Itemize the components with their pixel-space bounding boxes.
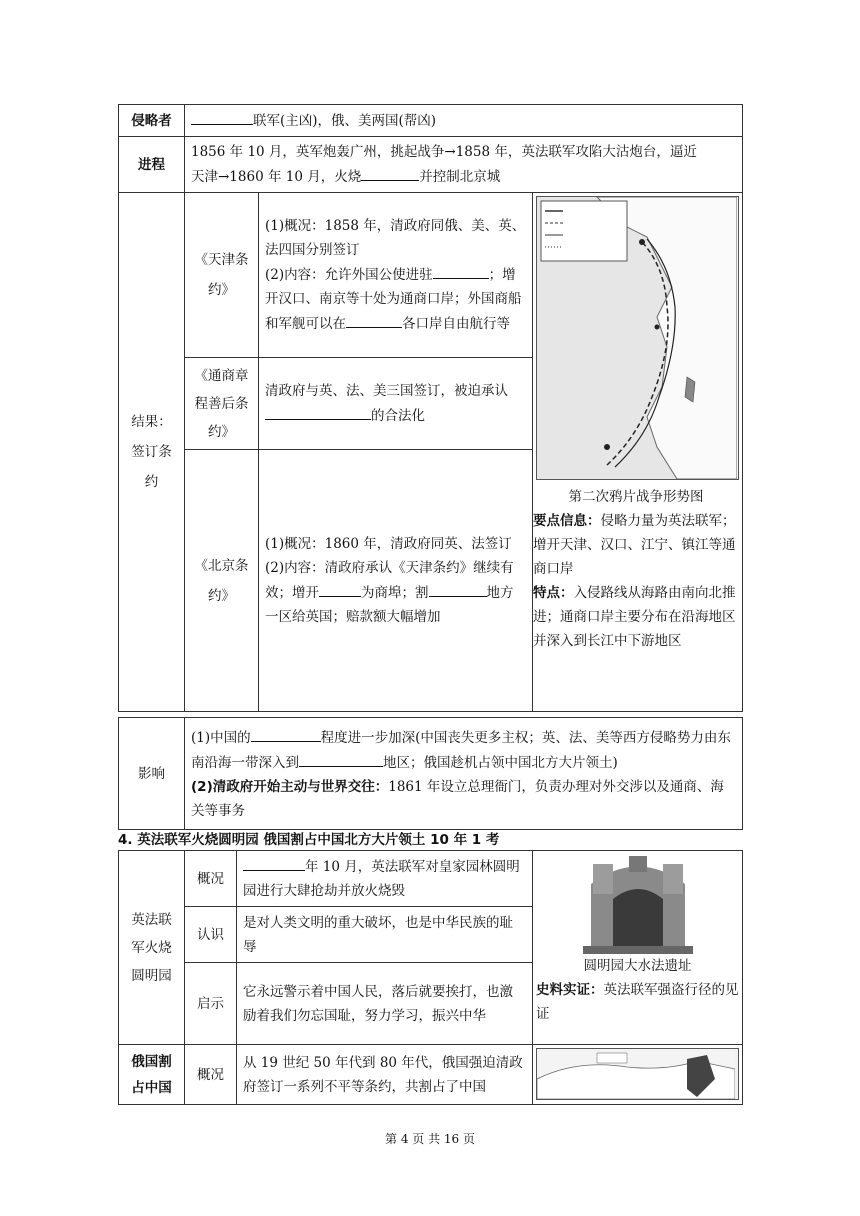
tongshang-content (259, 358, 533, 450)
process-line2a: 天津→1860 年 10 月，火烧 (191, 169, 362, 185)
beijing-content-c: 地方一区给英国；赔款额大幅增加 (265, 585, 514, 625)
russia-map (536, 1048, 739, 1100)
yuanming-label (119, 851, 185, 1045)
yuanming-label-text: 英法联军火烧圆明园 (131, 911, 172, 984)
blank (299, 750, 383, 767)
impact-2-bold: (2)清政府开始主动与世界交往： (191, 778, 389, 795)
map-caption: 第二次鸦片战争形势图 (568, 489, 704, 505)
page-footer: 第 4 页 共 16 页 (385, 1132, 475, 1146)
beijing-content-b: 为商埠；割 (361, 585, 429, 601)
feature-label: 特点： (533, 585, 574, 601)
photo-cell (533, 851, 743, 1045)
blank (251, 725, 321, 742)
evidence-text: 英法联军强盗行径的见证 (536, 982, 739, 1022)
fountain-ruins-photo (583, 854, 693, 954)
blank (191, 108, 253, 125)
tianjin-overview: (1)概况：1858 年，清政府同俄、美、英、法四国分别签订 (265, 218, 526, 258)
process-line2b: 并控制北京城 (419, 169, 501, 185)
photo-caption: 圆明园大水法遗址 (583, 958, 692, 974)
process-line1: 1856 年 10 月，英军炮轰广州，挑起战争→1858 年，英法联军攻陷大沽炮台，逼近 (191, 144, 697, 160)
blank (243, 854, 305, 871)
impact-content (185, 718, 743, 830)
inspiration-label: 启示 (185, 963, 237, 1045)
key-text: 侵略力量为英法联军；增开天津、汉口、江宁、镇江等通商口岸 (533, 513, 736, 577)
tianjin-name: 《天津条约》 (185, 193, 259, 358)
key-label: 要点信息： (533, 513, 601, 529)
blank (361, 164, 419, 181)
impact-1a: (1)中国的 (191, 729, 251, 746)
result-label (119, 193, 185, 712)
recognition-label: 认识 (185, 907, 237, 963)
second-opium-war-map (536, 196, 739, 480)
process-cell (185, 137, 743, 193)
section-heading: 4. 英法联军火烧圆明园 俄国割占中国北方大片领土 10 年 1 考 (118, 832, 500, 848)
feature-info (533, 581, 739, 653)
beijing-content-a: (2)内容：清政府承认《天津条约》继续有效；增开 (265, 560, 514, 601)
feature-text: 入侵路线从海路由南向北推进；通商口岸主要分布在沿海地区并深入到长江中下游地区 (533, 585, 736, 649)
blank (319, 580, 361, 597)
tongshang-text-b: 的合法化 (371, 408, 425, 424)
tianjin-content-a: (2)内容：允许外国公使进驻 (265, 267, 433, 283)
key-info (533, 509, 739, 581)
blank (433, 262, 489, 279)
tianjin-content-b: ；增开汉口、南京等十处为通商口岸；外国商船和军舰可以在 (265, 267, 522, 332)
overview-content (237, 851, 533, 907)
result-label-text: 结果：签订条约 (131, 414, 172, 490)
beijing-name: 《北京条约》 (185, 450, 259, 712)
evidence (536, 978, 739, 1026)
invader-cell (185, 105, 743, 137)
beijing-content (259, 450, 533, 712)
russia-overview-label: 概况 (185, 1045, 237, 1105)
overview-text: 年 10 月，英法联军对皇家园林圆明园进行大肆抢劫并放火烧毁 (243, 859, 520, 899)
blank (346, 311, 402, 328)
beijing-overview: (1)概况：1860 年，清政府同英、法签订 (265, 536, 512, 552)
impact-1c: 地区；俄国趁机占领中国北方大片领土) (383, 754, 618, 771)
blank (429, 580, 487, 597)
process-label: 进程 (119, 137, 185, 193)
tongshang-name: 《通商章程善后条约》 (185, 358, 259, 450)
russia-map-cell (533, 1045, 743, 1105)
recognition-text: 是对人类文明的重大破坏，也是中华民族的耻辱 (237, 907, 533, 963)
tongshang-text-a: 清政府与英、法、美三国签订，被迫承认 (265, 383, 508, 399)
invader-text: 联军(主凶)，俄、美两国(帮凶) (253, 113, 437, 129)
evidence-label: 史料实证： (536, 982, 604, 998)
tianjin-content-c: 各口岸自由航行等 (402, 316, 510, 332)
inspiration-text: 它永远警示着中国人民，落后就要挨打，也激励着我们勿忘国耻，努力学习，振兴中华 (237, 963, 533, 1045)
ruins-graphic (583, 854, 693, 954)
impact-2-text: 1861 年设立总理衙门，负责办理对外交涉以及通商、海关等事务 (191, 778, 724, 819)
russia-label: 俄国割占中国 (119, 1045, 185, 1105)
tianjin-content (259, 193, 533, 358)
impact-label: 影响 (119, 718, 185, 830)
map-notes (533, 485, 739, 653)
russia-overview-text: 从 19 世纪 50 年代到 80 年代，俄国强迫清政府签订一系列不平等条约，共割占了中国 (237, 1045, 533, 1105)
overview-label: 概况 (185, 851, 237, 907)
yuanmingyuan-table (118, 850, 743, 1105)
blank (265, 403, 371, 420)
war-table (118, 104, 743, 830)
map-graphic (537, 197, 737, 479)
impact-1b: 程度进一步加深(中国丧失更多主权；英、法、美等西方侵略势力由东南沿海一带深入到 (191, 729, 731, 771)
russia-map-graphic (537, 1049, 735, 1099)
invader-label: 侵略者 (119, 105, 185, 137)
